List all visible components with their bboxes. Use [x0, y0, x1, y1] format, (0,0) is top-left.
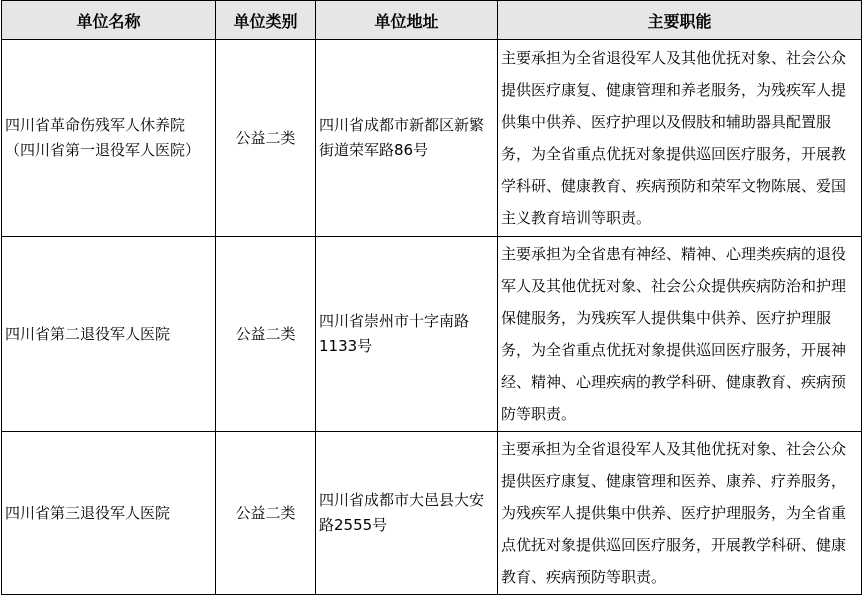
- unit-name-cell: [2, 237, 216, 432]
- institutions-table: [1, 0, 862, 595]
- unit-address: 四川省成都市大邑县大安路2555号: [316, 432, 498, 595]
- unit-name-cell: [2, 40, 216, 237]
- unit-name: 四川省第三退役军人医院: [5, 503, 171, 522]
- table-row: [2, 432, 862, 595]
- header-category: 单位类别: [216, 1, 316, 40]
- unit-functions: 主要承担为全省退役军人及其他优抚对象、社会公众提供医疗康复、健康管理和养老服务，为残疾军人提供集中供养、医疗护理以及假肢和辅助器具配置服务，为全省重点优抚对象提供巡回医疗服务，开展教学科研、健康教育、疾病预防和荣军文物陈展、爱国主义教育培训等职责。: [498, 40, 862, 237]
- unit-functions: 主要承担为全省患有神经、精神、心理类疾病的退役军人及其他优抚对象、社会公众提供疾病防治和护理保健服务，为残疾军人提供集中供养、医疗护理服务，为全省重点优抚对象提供巡回医疗服务，开展神经、精神、心理疾病的教学科研、健康教育、疾病预防等职责。: [498, 237, 862, 432]
- header-row: [2, 1, 862, 40]
- unit-category: 公益二类: [216, 237, 316, 432]
- unit-address: 四川省崇州市十字南路1133号: [316, 237, 498, 432]
- unit-address: 四川省成都市新都区新繁街道荣军路86号: [316, 40, 498, 237]
- unit-functions: 主要承担为全省退役军人及其他优抚对象、社会公众提供医疗康复、健康管理和医养、康养、疗养服务，为残疾军人提供集中供养、医疗护理服务，为全省重点优抚对象提供巡回医疗服务，开展教学科研、健康教育、疾病预防等职责。: [498, 432, 862, 595]
- unit-category: 公益二类: [216, 432, 316, 595]
- header-address: 单位地址: [316, 1, 498, 40]
- table-row: [2, 237, 862, 432]
- table-row: [2, 40, 862, 237]
- unit-name: 四川省第二退役军人医院: [5, 324, 171, 343]
- unit-name: 四川省革命伤残军人休养院: [5, 116, 186, 134]
- unit-name-alias: （四川省第一退役军人医院）: [5, 141, 201, 159]
- unit-category: 公益二类: [216, 40, 316, 237]
- header-functions: 主要职能: [498, 1, 862, 40]
- unit-name-cell: [2, 432, 216, 595]
- header-name: 单位名称: [2, 1, 216, 40]
